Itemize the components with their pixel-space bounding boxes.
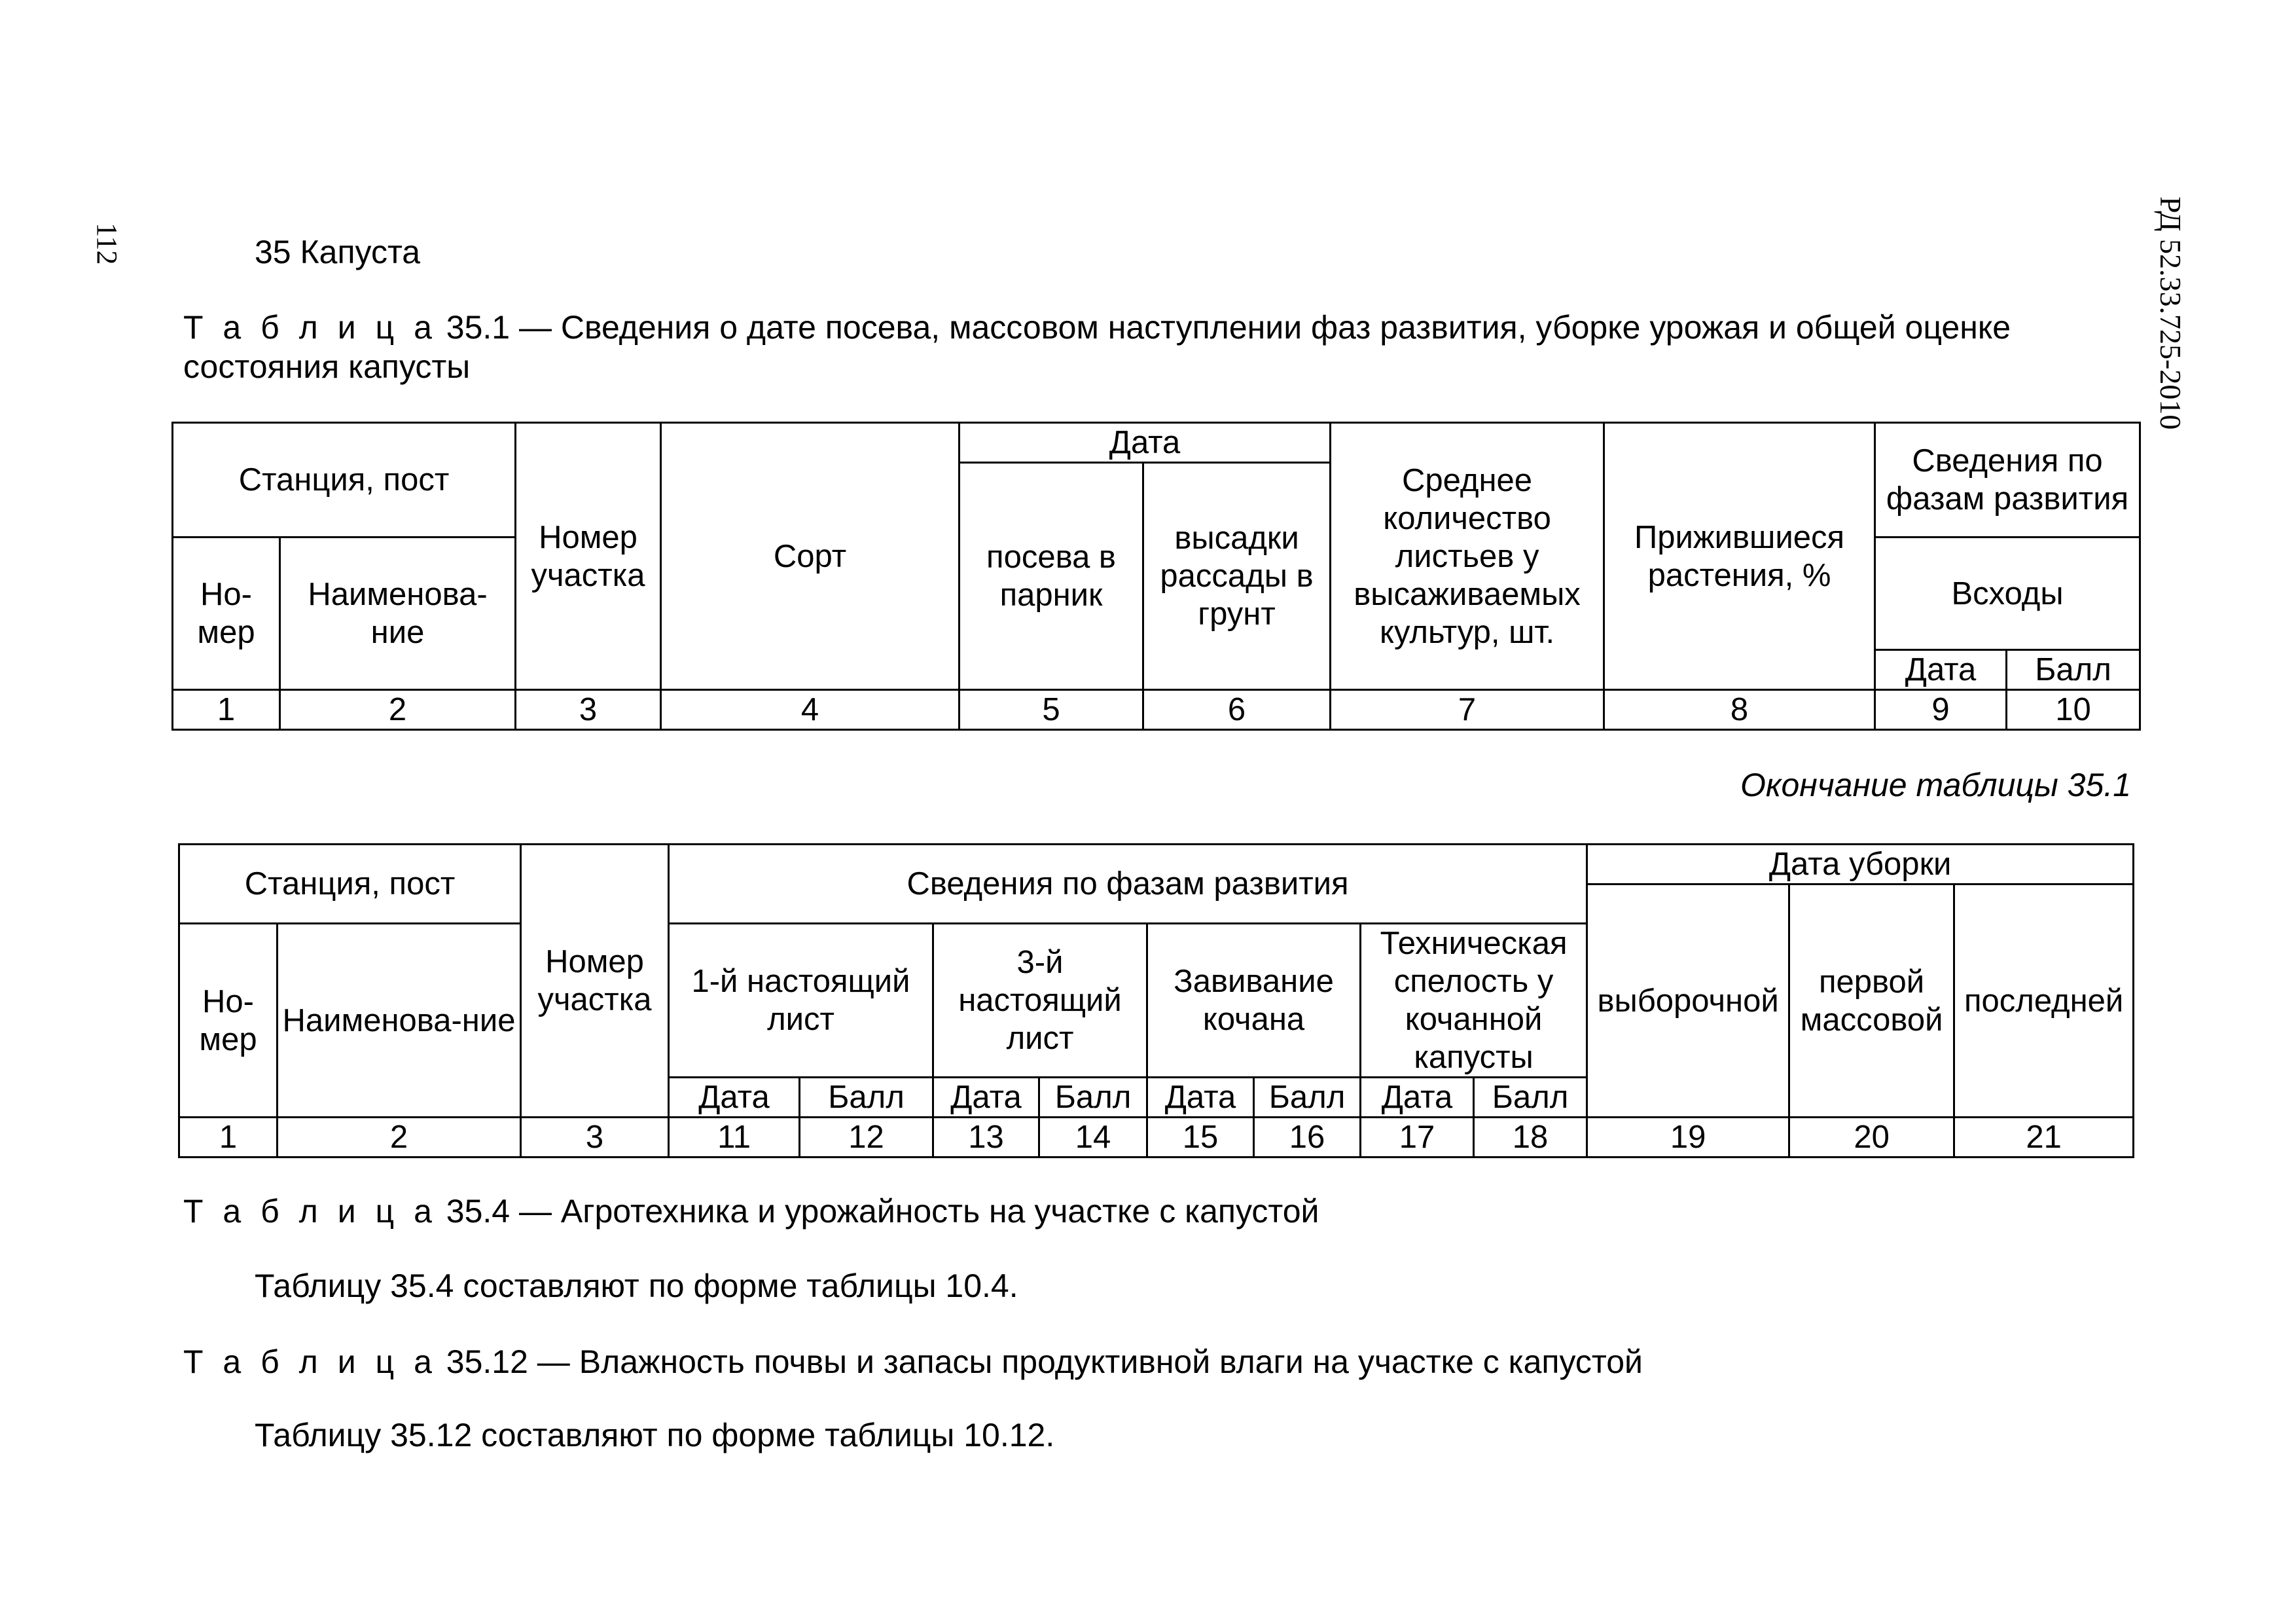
caption-text: 35.1 — Сведения о дате посева, массовом наступлении фаз развития, уборке урожая и общей оценке состояния капусты xyxy=(183,309,2011,385)
column-number: 9 xyxy=(1875,690,2007,730)
header-plot-number: Номер участка xyxy=(521,845,669,1118)
section-title: 35 Капуста xyxy=(255,234,421,270)
column-number: 12 xyxy=(800,1118,933,1158)
header-plot-number: Номер участка xyxy=(516,423,661,690)
header-score-sub: Балл xyxy=(1254,1078,1361,1118)
caption-text: 35.4 — Агротехника и урожайность на участке с капустой xyxy=(437,1193,1319,1230)
header-sprouts-score: Балл xyxy=(2007,650,2140,690)
header-avg-leaves: Среднее количество листьев у высаживаемых культур, шт. xyxy=(1331,423,1604,690)
header-variety: Сорт xyxy=(661,423,960,690)
header-last: последней xyxy=(1954,884,2134,1118)
column-number: 16 xyxy=(1254,1118,1361,1158)
column-number: 14 xyxy=(1039,1118,1147,1158)
header-station-post: Станция, пост xyxy=(173,423,516,538)
table-35-1-end xyxy=(178,843,2134,1158)
header-phases: Сведения по фазам развития xyxy=(669,845,1587,924)
column-number: 15 xyxy=(1147,1118,1254,1158)
header-leaf1: 1-й настоящий лист xyxy=(669,924,933,1078)
header-date-sub: Дата xyxy=(933,1078,1039,1118)
document-code: РД 52.33.725-2010 xyxy=(2154,196,2187,430)
header-score-sub: Балл xyxy=(1039,1078,1147,1118)
column-number: 4 xyxy=(661,690,960,730)
header-sprouts: Всходы xyxy=(1875,538,2140,650)
header-name: Наименова-ние xyxy=(280,538,516,690)
column-number: 21 xyxy=(1954,1118,2134,1158)
column-number: 1 xyxy=(179,1118,278,1158)
header-score-sub: Балл xyxy=(1474,1078,1587,1118)
table-caption-35-12 xyxy=(183,1342,2134,1381)
header-heading: Завивание кочана xyxy=(1147,924,1361,1078)
table-caption-35-4 xyxy=(183,1192,2134,1231)
header-date-sub: Дата xyxy=(669,1078,800,1118)
header-transplant: высадки рассады в грунт xyxy=(1143,463,1331,690)
page-number: 112 xyxy=(91,223,123,265)
column-number: 3 xyxy=(516,690,661,730)
table-caption-35-1 xyxy=(183,308,2134,386)
header-sowing: посева в парник xyxy=(960,463,1143,690)
header-score-sub: Балл xyxy=(800,1078,933,1118)
header-first-mass: первой массовой xyxy=(1789,884,1954,1118)
header-station-post: Станция, пост xyxy=(179,845,521,924)
table-continuation-title: Окончание таблицы 35.1 xyxy=(1740,767,2131,803)
header-harvest-date: Дата уборки xyxy=(1587,845,2134,884)
header-date-sub: Дата xyxy=(1361,1078,1474,1118)
column-number: 8 xyxy=(1604,690,1875,730)
column-number: 10 xyxy=(2007,690,2140,730)
column-number: 2 xyxy=(280,690,516,730)
header-date-sub: Дата xyxy=(1147,1078,1254,1118)
table-35-4-note: Таблицу 35.4 составляют по форме таблицы 10.4. xyxy=(255,1267,1018,1304)
header-name: Наименова-ние xyxy=(278,924,521,1118)
column-number: 3 xyxy=(521,1118,669,1158)
column-number: 11 xyxy=(669,1118,800,1158)
header-maturity: Техническая спелость у кочанной капусты xyxy=(1361,924,1587,1078)
caption-prefix: Т а б л и ц а xyxy=(183,1193,437,1230)
column-number: 20 xyxy=(1789,1118,1954,1158)
caption-text: 35.12 — Влажность почвы и запасы продуктивной влаги на участке с капустой xyxy=(437,1343,1643,1380)
column-number: 7 xyxy=(1331,690,1604,730)
header-sprouts-date: Дата xyxy=(1875,650,2007,690)
header-date: Дата xyxy=(960,423,1331,463)
caption-prefix: Т а б л и ц а xyxy=(183,309,437,346)
table-35-1 xyxy=(171,422,2141,731)
header-leaf3: 3-й настоящий лист xyxy=(933,924,1147,1078)
column-number: 19 xyxy=(1587,1118,1789,1158)
column-number: 6 xyxy=(1143,690,1331,730)
header-number: Но-мер xyxy=(179,924,278,1118)
column-number: 5 xyxy=(960,690,1143,730)
header-number: Но-мер xyxy=(173,538,280,690)
column-number: 17 xyxy=(1361,1118,1474,1158)
header-phases: Сведения по фазам развития xyxy=(1875,423,2140,538)
header-survived: Прижившиеся растения, % xyxy=(1604,423,1875,690)
caption-prefix: Т а б л и ц а xyxy=(183,1343,437,1380)
column-number: 1 xyxy=(173,690,280,730)
column-number: 2 xyxy=(278,1118,521,1158)
table-35-12-note: Таблицу 35.12 составляют по форме таблицы 10.12. xyxy=(255,1417,1055,1453)
header-selective: выборочной xyxy=(1587,884,1789,1118)
column-number: 18 xyxy=(1474,1118,1587,1158)
column-number: 13 xyxy=(933,1118,1039,1158)
